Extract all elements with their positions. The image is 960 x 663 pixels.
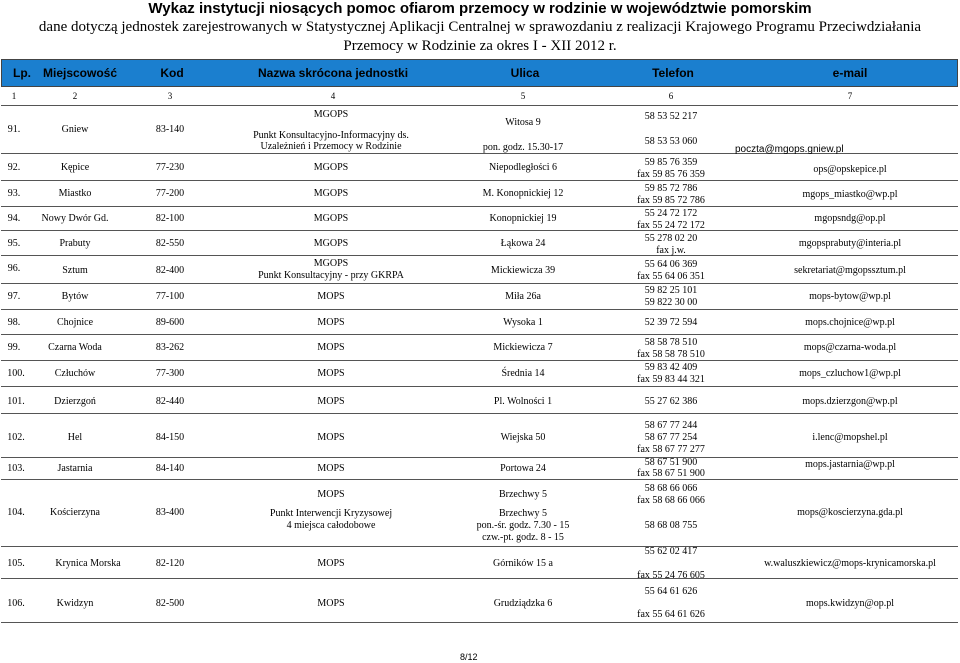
header-code: Kod (160, 66, 184, 80)
cell-lp: 106. (7, 598, 25, 609)
cell-name: MGOPS (313, 162, 349, 173)
cell-city: Kościerzyna (50, 507, 100, 518)
row-separator (1, 309, 958, 310)
document-title: Wykaz instytucji niosących pomoc ofiarom przemocy w rodzinie w województwie pomorskim (148, 0, 812, 17)
cell-street: Miła 26a (505, 291, 541, 302)
cell-lp: 100. (7, 368, 25, 379)
cell-email: mops.kwidzyn@op.pl (805, 598, 895, 609)
cell-phone: fax 59 83 44 321 (637, 374, 705, 385)
cell-email: i.lenc@mopshel.pl (812, 432, 888, 443)
cell-city: Bytów (61, 291, 89, 302)
cell-phone: 58 68 66 066 (644, 483, 698, 494)
cell-email: mops.jastarnia@wp.pl (805, 459, 895, 470)
row-separator (1, 546, 958, 547)
cell-phone: fax 58 68 66 066 (637, 495, 705, 506)
cell-lp: 94. (7, 213, 21, 224)
row-separator (1, 206, 958, 207)
row-separator (1, 283, 958, 284)
cell-phone: fax 55 24 72 172 (637, 220, 705, 231)
cell-street: pon.-śr. godz. 7.30 - 15 (476, 520, 570, 531)
cell-street: Średnia 14 (501, 368, 545, 379)
cell-street: Wysoka 1 (503, 317, 543, 328)
cell-lp: 99. (7, 342, 21, 353)
cell-name: MOPS (317, 598, 345, 609)
cell-phone: 55 24 72 172 (644, 208, 698, 219)
cell-name: Uzależnień i Przemocy w Rodzinie (260, 141, 402, 152)
cell-name: Punkt Interwencji Kryzysowej (269, 508, 393, 519)
cell-phone: 59 85 76 359 (644, 157, 698, 168)
cell-phone: 55 278 02 20 (644, 233, 698, 244)
row-separator (1, 105, 958, 106)
cell-email: mgopsprabuty@interia.pl (798, 238, 902, 249)
cell-city: Chojnice (56, 317, 94, 328)
cell-phone: 55 62 02 417 (644, 546, 698, 557)
cell-phone: 59 83 42 409 (644, 362, 698, 373)
cell-city: Gniew (61, 124, 89, 135)
cell-phone: 58 68 08 755 (644, 520, 698, 531)
cell-lp: 93. (7, 188, 21, 199)
cell-name: MOPS (317, 317, 345, 328)
cell-street: Witosa 9 (505, 117, 541, 128)
header-phone: Telefon (652, 66, 694, 80)
cell-street: pon. godz. 15.30-17 (482, 142, 564, 153)
column-number: 7 (847, 91, 853, 101)
cell-city: Dzierzgoń (54, 396, 96, 407)
cell-phone: 59 82 25 101 (644, 285, 698, 296)
cell-email: ops@opskepice.pl (813, 164, 887, 175)
cell-street: Łąkowa 24 (500, 238, 546, 249)
cell-street: Niepodległości 6 (488, 162, 558, 173)
cell-email: sekretariat@mgopssztum.pl (794, 265, 906, 276)
cell-code: 77-300 (155, 368, 185, 379)
cell-name: MOPS (317, 432, 345, 443)
cell-code: 83-140 (155, 124, 185, 135)
cell-phone: 58 53 53 060 (644, 136, 698, 147)
row-separator (1, 180, 958, 181)
cell-city: Krynica Morska (55, 558, 121, 569)
cell-code: 77-230 (155, 162, 185, 173)
cell-name: MOPS (317, 342, 345, 353)
cell-street: Mickiewicza 39 (490, 265, 556, 276)
cell-name: MGOPS (313, 258, 349, 269)
cell-phone: fax j.w. (656, 245, 686, 256)
cell-lp: 103. (7, 463, 25, 474)
cell-name: MOPS (317, 463, 345, 474)
cell-street: Brzechwy 5 (498, 508, 548, 519)
cell-code: 82-100 (155, 213, 185, 224)
cell-code: 82-120 (155, 558, 185, 569)
header-street: Ulica (510, 66, 540, 80)
column-number: 1 (11, 91, 17, 101)
cell-phone: 58 58 78 510 (644, 337, 698, 348)
cell-email: mops_czluchow1@wp.pl (799, 368, 901, 379)
cell-code: 82-500 (155, 598, 185, 609)
cell-code: 82-550 (155, 238, 185, 249)
cell-name: Punkt Konsultacyjno-Informacyjny ds. (253, 130, 409, 141)
cell-name: MOPS (317, 396, 345, 407)
cell-email: poczta@mgops.gniew.pl (735, 144, 844, 155)
cell-name: Punkt Konsultacyjny - przy GKRPA (258, 270, 404, 281)
cell-name: 4 miejsca całodobowe (286, 520, 376, 531)
cell-city: Prabuty (59, 238, 91, 249)
cell-phone: 58 53 52 217 (644, 111, 698, 122)
cell-phone: 55 27 62 386 (644, 396, 698, 407)
cell-street: M. Konopnickiej 12 (482, 188, 564, 199)
cell-city: Jastarnia (57, 463, 93, 474)
cell-code: 77-200 (155, 188, 185, 199)
cell-email: mops@koscierzyna.gda.pl (797, 507, 903, 518)
cell-email: mops.chojnice@wp.pl (805, 317, 895, 328)
cell-phone: fax 59 85 76 359 (637, 169, 705, 180)
cell-name: MGOPS (313, 238, 349, 249)
cell-code: 83-400 (155, 507, 185, 518)
table-header (1, 59, 958, 87)
cell-city: Sztum (62, 265, 88, 276)
row-separator (1, 413, 958, 414)
cell-code: 77-100 (155, 291, 185, 302)
cell-phone: 58 67 77 254 (644, 432, 698, 443)
row-separator (1, 255, 958, 256)
cell-city: Nowy Dwór Gd. (41, 213, 109, 224)
column-number: 5 (520, 91, 526, 101)
cell-phone: 58 67 51 900 (644, 457, 698, 468)
cell-city: Człuchów (54, 368, 96, 379)
cell-street: Mickiewicza 7 (493, 342, 553, 353)
row-separator (1, 230, 958, 231)
cell-email: mgopsndg@op.pl (814, 213, 886, 224)
header-email: e-mail (832, 66, 868, 80)
cell-code: 89-600 (155, 317, 185, 328)
header-lp: Lp. (13, 66, 31, 80)
page-number: 8/12 (460, 652, 478, 662)
column-number: 4 (330, 91, 336, 101)
cell-street: czw.-pt. godz. 8 - 15 (482, 532, 564, 543)
cell-street: Grudziądzka 6 (493, 598, 553, 609)
cell-street: Konopnickiej 19 (489, 213, 557, 224)
cell-street: Brzechwy 5 (498, 489, 548, 500)
cell-phone: fax 58 58 78 510 (637, 349, 705, 360)
cell-lp: 104. (7, 507, 25, 518)
cell-lp: 97. (7, 291, 21, 302)
cell-lp: 105. (7, 558, 25, 569)
cell-code: 84-150 (155, 432, 185, 443)
cell-name: MGOPS (313, 213, 349, 224)
cell-name: MOPS (317, 291, 345, 302)
cell-name: MOPS (317, 368, 345, 379)
cell-street: Pl. Wolności 1 (493, 396, 553, 407)
row-separator (1, 457, 958, 458)
cell-name: MOPS (317, 558, 345, 569)
cell-email: mops.dzierzgon@wp.pl (802, 396, 898, 407)
cell-lp: 95. (7, 238, 21, 249)
cell-lp: 98. (7, 317, 21, 328)
row-separator (1, 578, 958, 579)
cell-phone: 59 85 72 786 (644, 183, 698, 194)
cell-code: 83-262 (155, 342, 185, 353)
cell-city: Kwidzyn (56, 598, 94, 609)
cell-name: MGOPS (313, 188, 349, 199)
cell-city: Miastko (58, 188, 92, 199)
cell-phone: fax 55 64 06 351 (637, 271, 705, 282)
cell-phone: 55 64 06 369 (644, 259, 698, 270)
header-name: Nazwa skrócona jednostki (257, 66, 409, 80)
cell-email: mgops_miastko@wp.pl (802, 189, 898, 200)
cell-phone: 59 822 30 00 (644, 297, 698, 308)
cell-phone: 52 39 72 594 (644, 317, 698, 328)
cell-phone: fax 58 67 77 277 (637, 444, 705, 455)
cell-phone: fax 58 67 51 900 (637, 468, 705, 479)
cell-name: MGOPS (313, 109, 349, 120)
row-separator (1, 360, 958, 361)
cell-email: mops@czarna-woda.pl (803, 342, 897, 353)
column-number: 6 (668, 91, 674, 101)
cell-email: w.waluszkiewicz@mops-krynicamorska.pl (764, 558, 936, 569)
cell-lp: 101. (7, 396, 25, 407)
cell-name: MOPS (317, 489, 345, 500)
header-city: Miejscowość (42, 66, 118, 80)
cell-email: mops-bytow@wp.pl (809, 291, 891, 302)
cell-phone: fax 59 85 72 786 (637, 195, 705, 206)
cell-lp: 102. (7, 432, 25, 443)
cell-code: 84-140 (155, 463, 185, 474)
cell-street: Portowa 24 (500, 463, 546, 474)
cell-lp: 91. (7, 124, 21, 135)
cell-street: Górników 15 a (493, 558, 553, 569)
cell-phone: 58 67 77 244 (644, 420, 698, 431)
document-subtitle: dane dotyczą jednostek zarejestrowanych w Statystycznej Aplikacji Centralnej w sprawozdaniu z realizacji Krajowego Programu Przeciwdziałania Przemocy w Rodzinie za okres I - XII 2012 r. (38, 19, 922, 54)
cell-code: 82-440 (155, 396, 185, 407)
cell-phone: fax 55 24 76 605 (637, 570, 705, 581)
row-separator (1, 334, 958, 335)
cell-city: Czarna Woda (48, 342, 102, 353)
column-number: 3 (167, 91, 173, 101)
cell-phone: fax 55 64 61 626 (637, 609, 705, 620)
cell-phone: 55 64 61 626 (644, 586, 698, 597)
column-number: 2 (72, 91, 78, 101)
cell-code: 82-400 (155, 265, 185, 276)
row-separator (1, 479, 958, 480)
cell-city: Hel (67, 432, 83, 443)
row-separator (1, 622, 958, 623)
cell-city: Kępice (60, 162, 90, 173)
cell-lp: 96. (7, 263, 21, 274)
row-separator (1, 386, 958, 387)
cell-lp: 92. (7, 162, 21, 173)
cell-street: Wiejska 50 (500, 432, 546, 443)
